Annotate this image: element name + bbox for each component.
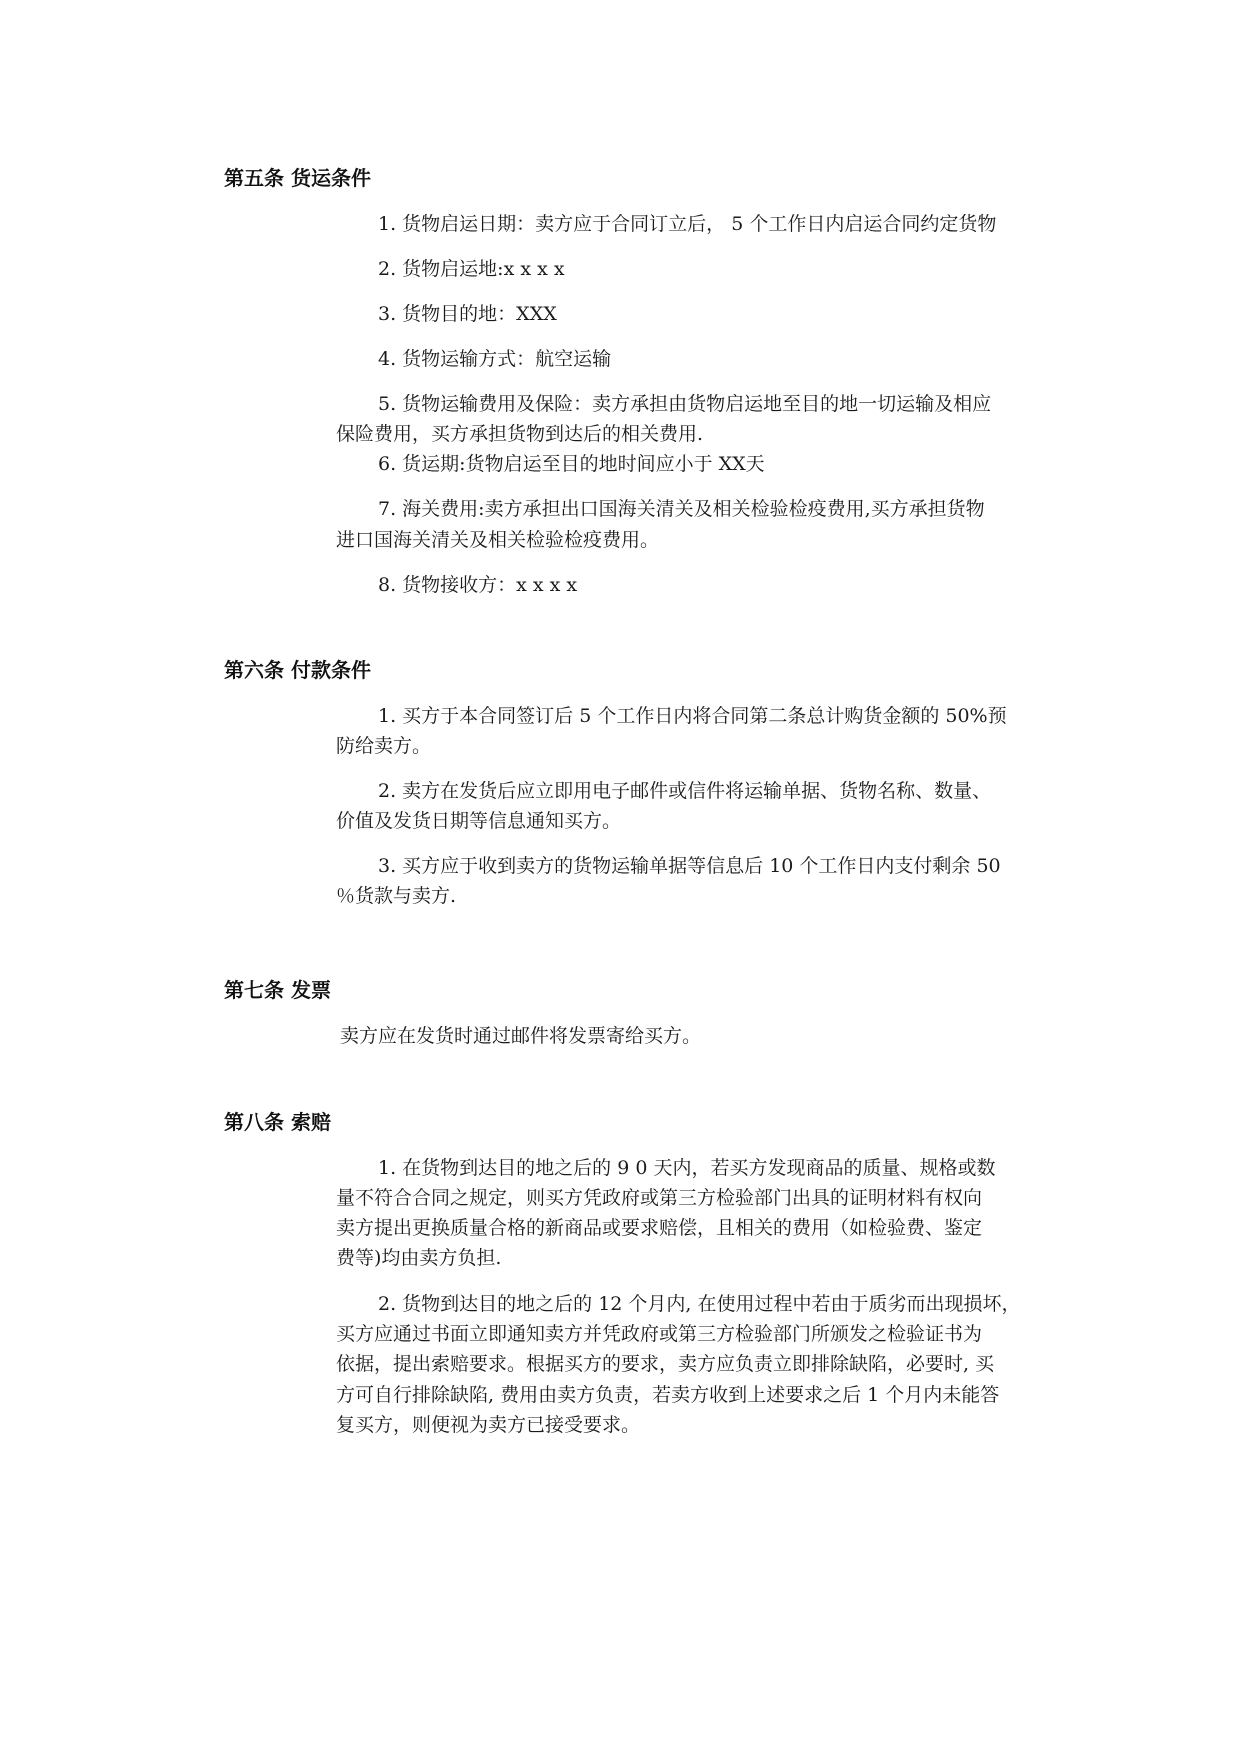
article7-text: 卖方应在发货时通过邮件将发票寄给买方。 — [340, 1025, 702, 1047]
article5-item2: 2. 货物启运地:x x x x — [378, 258, 565, 280]
article5-item5-line2: 保险费用，买方承担货物到达后的相关费用. — [336, 423, 704, 445]
article7-heading: 第七条 发票 — [224, 978, 331, 1002]
article5-item3: 3. 货物目的地：XXX — [378, 303, 557, 325]
article6-heading: 第六条 付款条件 — [224, 658, 371, 682]
article6-item2-line1: 2. 卖方在发货后应立即用电子邮件或信件将运输单据、货物名称、数量、 — [378, 780, 992, 802]
article5-item1: 1. 货物启运日期：卖方应于合同订立后， 5 个工作日内启运合同约定货物 — [378, 213, 997, 235]
article8-item1-line1: 1. 在货物到达目的地之后的 9 0 天内，若买方发现商品的质量、规格或数 — [378, 1157, 996, 1179]
article5-item8: 8. 货物接收方：x x x x — [378, 574, 578, 596]
article8-item2-line2: 买方应通过书面立即通知卖方并凭政府或第三方检验部门所颁发之检验证书为 — [336, 1323, 983, 1345]
article6-item1-line2: 防给卖方。 — [336, 735, 432, 757]
article6-item3-line1: 3. 买方应于收到卖方的货物运输单据等信息后 10 个工作日内支付剩余 50 — [378, 855, 1001, 877]
article5-item6: 6. 货运期:货物启运至目的地时间应小于 XX天 — [378, 453, 765, 475]
article8-item2-line3: 依据，提出索赔要求。根据买方的要求，卖方应负责立即排除缺陷，必要时, 买 — [336, 1353, 995, 1375]
article5-item5-line1: 5. 货物运输费用及保险：卖方承担由货物启运地至目的地一切运输及相应 — [378, 393, 992, 415]
article8-item1-line3: 卖方提出更换质量合格的新商品或要求赔偿，且相关的费用（如检验费、鉴定 — [336, 1217, 983, 1239]
article8-item2-line5: 复买方，则便视为卖方已接受要求。 — [336, 1414, 641, 1436]
article8-heading: 第八条 索赔 — [224, 1110, 331, 1134]
article5-item7-line1: 7. 海关费用:卖方承担出口国海关清关及相关检验检疫费用,买方承担货物 — [378, 498, 985, 520]
article6-item2-line2: 价值及发货日期等信息通知买方。 — [336, 810, 622, 832]
article8-item1-line4: 费等)均由卖方负担. — [336, 1247, 502, 1269]
article6-item3-line2: ％货款与卖方. — [336, 885, 457, 907]
article5-heading: 第五条 货运条件 — [224, 166, 371, 190]
article8-item1-line2: 量不符合合同之规定，则买方凭政府或第三方检验部门出具的证明材料有权向 — [336, 1187, 983, 1209]
article5-item4: 4. 货物运输方式：航空运输 — [378, 348, 612, 370]
article8-item2-line1: 2. 货物到达目的地之后的 12 个月内, 在使用过程中若由于质劣而出现损坏， — [378, 1293, 1021, 1315]
article5-item7-line2: 进口国海关清关及相关检验检疫费用。 — [336, 529, 660, 551]
article6-item1-line1: 1. 买方于本合同签订后 5 个工作日内将合同第二条总计购货金额的 50%预 — [378, 705, 1007, 727]
article8-item2-line4: 方可自行排除缺陷, 费用由卖方负责，若卖方收到上述要求之后 1 个月内未能答 — [336, 1384, 1000, 1406]
